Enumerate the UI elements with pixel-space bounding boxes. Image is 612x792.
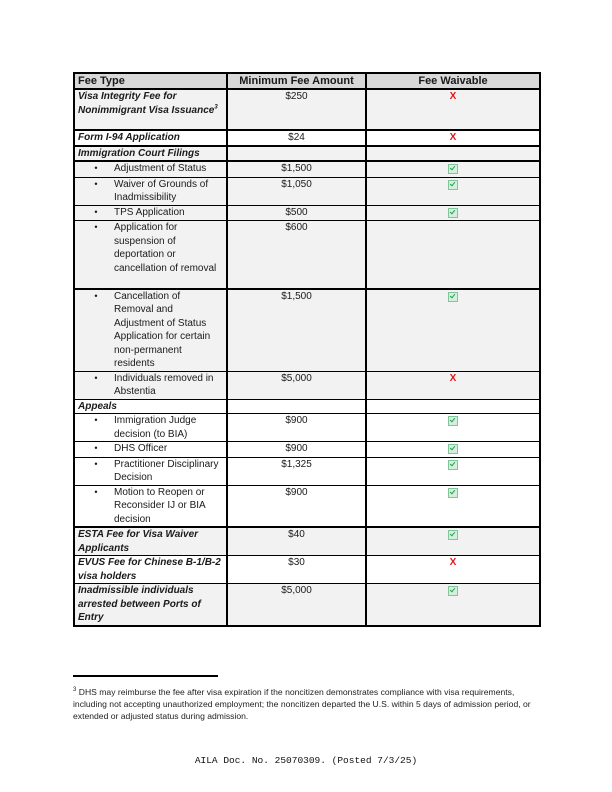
red-x-icon: X [449,91,457,102]
fee-type-label: Application for suspension of deportation or cancellation of removal [114,222,217,274]
fee-type-cell [74,442,227,458]
fee-waivable-cell [366,205,540,221]
fee-type-cell [74,584,227,626]
fee-waivable-cell [366,527,540,556]
table-row [74,414,540,442]
footnote-mark: 3 [73,687,77,694]
fee-waivable-cell [366,146,540,162]
fee-type-label: Immigration Judge decision (to BIA) [114,415,197,440]
fee-type-label: EVUS Fee for Chinese B-1/B-2 visa holders [78,557,221,582]
bullet-icon: • [94,206,98,217]
table-header-row [74,73,540,89]
fee-type-cell [74,130,227,146]
fee-type-cell [74,485,227,527]
fee-waivable-cell [366,221,540,289]
table-row [74,221,540,289]
fee-type-cell [74,289,227,372]
fee-amount-cell: $900 [227,414,366,442]
sub-item [78,414,223,441]
table-row [74,442,540,458]
fee-type-cell [74,414,227,442]
fee-amount-cell: $1,500 [227,161,366,177]
sub-item [78,442,223,456]
red-x-icon: X [449,132,457,143]
bullet-icon: • [94,372,98,383]
fee-waivable-cell [366,161,540,177]
fee-amount-cell: $30 [227,556,366,584]
bullet-icon: • [94,163,98,173]
fee-amount-cell: $1,500 [227,289,366,372]
fee-type-label: Practitioner Disciplinary Decision [114,458,219,483]
sub-item [78,221,223,275]
bullet-icon: • [94,222,98,232]
bullet-icon: • [94,486,98,497]
red-x-icon: X [449,372,457,384]
fee-amount-cell: $1,050 [227,177,366,205]
fee-amount-cell [227,146,366,162]
sub-item [78,458,223,485]
green-checkbox-icon [448,460,458,470]
sub-item [78,178,223,205]
green-checkbox-icon [448,164,458,174]
fee-amount-cell: $900 [227,485,366,527]
sub-item [78,206,223,220]
fee-waivable-cell [366,289,540,372]
bullet-icon: • [94,290,98,301]
fee-type-cell [74,89,227,130]
fee-type-label: Motion to Reopen or Reconsider IJ or BIA decision [114,486,206,525]
table-row [74,485,540,527]
fee-type-label: Cancellation of Removal and Adjustment of Status Application for certain non-permanent residents [114,290,211,369]
table-row [74,205,540,221]
table-row [74,161,540,177]
fee-type-cell [74,556,227,584]
fee-type-label: Adjustment of Status [114,163,207,174]
fee-type-label: Inadmissible individuals arrested between Ports of Entry [78,585,201,623]
fee-type-label: Individuals removed in Abstentia [114,372,214,397]
fee-waivable-cell [366,371,540,399]
green-checkbox-icon [448,292,458,302]
footnote-reference: 3 [214,104,218,111]
sub-item [78,486,223,527]
fee-type-cell [74,527,227,556]
fee-type-label: DHS Officer [114,443,168,454]
sub-item [78,372,223,399]
fee-amount-cell [227,399,366,414]
fee-amount-cell: $5,000 [227,584,366,626]
footnote [73,686,543,722]
fee-type-label: ESTA Fee for Visa Waiver Applicants [78,529,199,554]
footnote-separator [73,675,218,677]
table-row [74,89,540,130]
fee-waivable-cell [366,399,540,414]
header-fee-type: Fee Type [74,73,227,89]
table-row [74,584,540,626]
bullet-icon: • [94,178,98,189]
fee-table-body [74,89,540,626]
fee-type-cell [74,457,227,485]
sub-item [78,162,223,176]
fee-waivable-cell [366,584,540,626]
header-minimum-fee-amount: Minimum Fee Amount [227,73,366,89]
fee-waivable-cell [366,485,540,527]
green-checkbox-icon [448,444,458,454]
table-row [74,527,540,556]
fee-waivable-cell [366,414,540,442]
fee-type-cell [74,146,227,162]
fee-waivable-cell [366,177,540,205]
fee-type-cell [74,371,227,399]
section-label: Appeals [78,400,117,412]
sub-item [78,290,223,371]
red-x-icon: X [449,557,457,568]
green-checkbox-icon [448,488,458,498]
section-row [74,146,540,162]
fee-waivable-cell [366,130,540,146]
fee-type-label: Form I-94 Application [78,132,180,143]
fee-type-cell [74,205,227,221]
fee-amount-cell: $5,000 [227,371,366,399]
footnote-text: DHS may reimburse the fee after visa expiration if the noncitizen demonstrates compliance with visa requirements, including not accepting unauthorized employment; the noncitizen departed the U.S. within 5 days of admission period, or extended or adjusted status during admission. [73,687,531,721]
fee-type-label: TPS Application [114,206,185,218]
fee-amount-cell: $600 [227,221,366,289]
table-row [74,457,540,485]
table-row [74,130,540,146]
fee-waivable-cell [366,442,540,458]
table-row [74,177,540,205]
bullet-icon: • [94,415,98,425]
green-checkbox-icon [448,180,458,190]
fee-waivable-cell [366,556,540,584]
fee-amount-cell: $500 [227,205,366,221]
table-row [74,556,540,584]
green-checkbox-icon [448,586,458,596]
fee-amount-cell: $40 [227,527,366,556]
bullet-icon: • [94,458,98,469]
fee-type-cell [74,399,227,414]
section-label: Immigration Court Filings [78,147,200,159]
document-footer: AILA Doc. No. 25070309. (Posted 7/3/25) [194,755,418,766]
green-checkbox-icon [448,416,458,426]
fee-amount-cell: $1,325 [227,457,366,485]
table-row [74,289,540,372]
fee-waivable-cell [366,89,540,130]
header-fee-waivable: Fee Waivable [366,73,540,89]
fee-amount-cell: $24 [227,130,366,146]
fee-type-label: Waiver of Grounds of Inadmissibility [114,178,209,203]
fee-table [73,72,541,627]
fee-amount-cell: $900 [227,442,366,458]
fee-waivable-cell [366,457,540,485]
green-checkbox-icon [448,530,458,540]
green-checkbox-icon [448,208,458,218]
section-row [74,399,540,414]
fee-type-cell [74,221,227,289]
fee-type-label: Visa Integrity Fee for Nonimmigrant Visa Issuance [78,91,215,116]
table-row [74,371,540,399]
fee-amount-cell: $250 [227,89,366,130]
bullet-icon: • [94,443,98,453]
fee-type-cell [74,161,227,177]
fee-type-cell [74,177,227,205]
